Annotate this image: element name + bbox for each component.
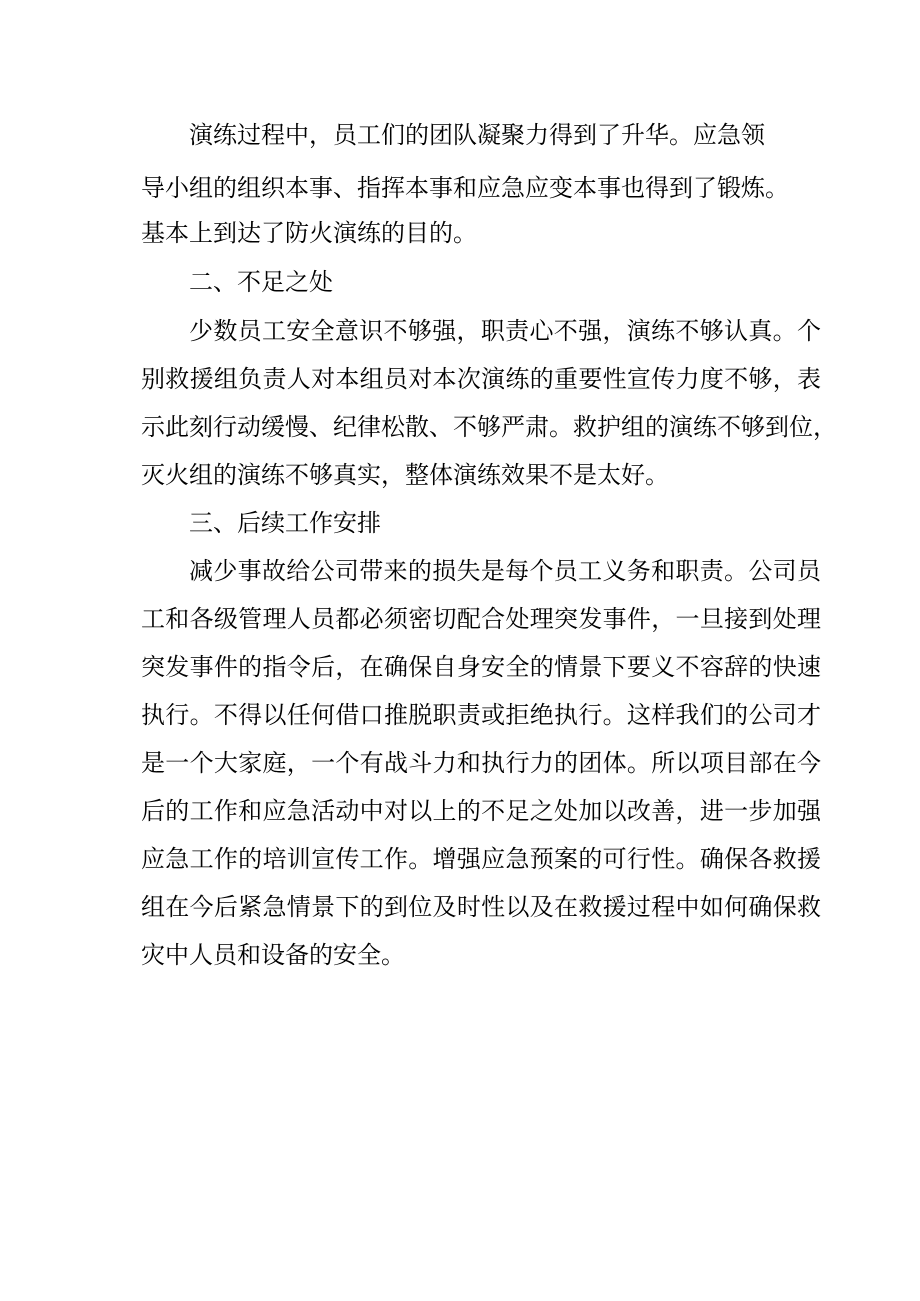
para1-line3: 基本上到达了防火演练的目的。 — [141, 219, 477, 247]
para3-line6: 后的工作和应急活动中对以上的不足之处加以改善，进一步加强 — [141, 797, 821, 825]
para3-line1: 减少事故给公司带来的损失是每个员工义务和职责。公司员 — [189, 557, 821, 585]
para2-line1: 少数员工安全意识不够强，职责心不强，演练不够认真。个 — [189, 317, 821, 345]
para3-line3: 突发事件的指令后，在确保自身安全的情景下要义不容辞的快速 — [141, 653, 821, 681]
para2-line3: 示此刻行动缓慢、纪律松散、不够严肃。救护组的演练不够到位， — [141, 413, 837, 441]
para3-line9: 灾中人员和设备的安全。 — [141, 941, 405, 969]
para2-line4: 灭火组的演练不够真实，整体演练效果不是太好。 — [141, 461, 669, 489]
para3-line4: 执行。不得以任何借口推脱职责或拒绝执行。这样我们的公司才 — [141, 701, 821, 729]
para3-line7: 应急工作的培训宣传工作。增强应急预案的可行性。确保各救援 — [141, 845, 821, 873]
para3-line2: 工和各级管理人员都必须密切配合处理突发事件，一旦接到处理 — [141, 605, 821, 633]
para1-line2: 导小组的组织本事、指挥本事和应急应变本事也得到了锻炼。 — [141, 174, 789, 202]
para3-line8: 组在今后紧急情景下的到位及时性以及在救援过程中如何确保救 — [141, 893, 821, 921]
section-heading-3: 三、后续工作安排 — [189, 509, 381, 537]
para2-line2: 别救援组负责人对本组员对本次演练的重要性宣传力度不够，表 — [141, 365, 821, 393]
section-heading-2: 二、不足之处 — [189, 268, 333, 296]
para1-line1: 演练过程中，员工们的团队凝聚力得到了升华。应急领 — [189, 121, 765, 149]
para3-line5: 是一个大家庭，一个有战斗力和执行力的团体。所以项目部在今 — [141, 749, 821, 777]
